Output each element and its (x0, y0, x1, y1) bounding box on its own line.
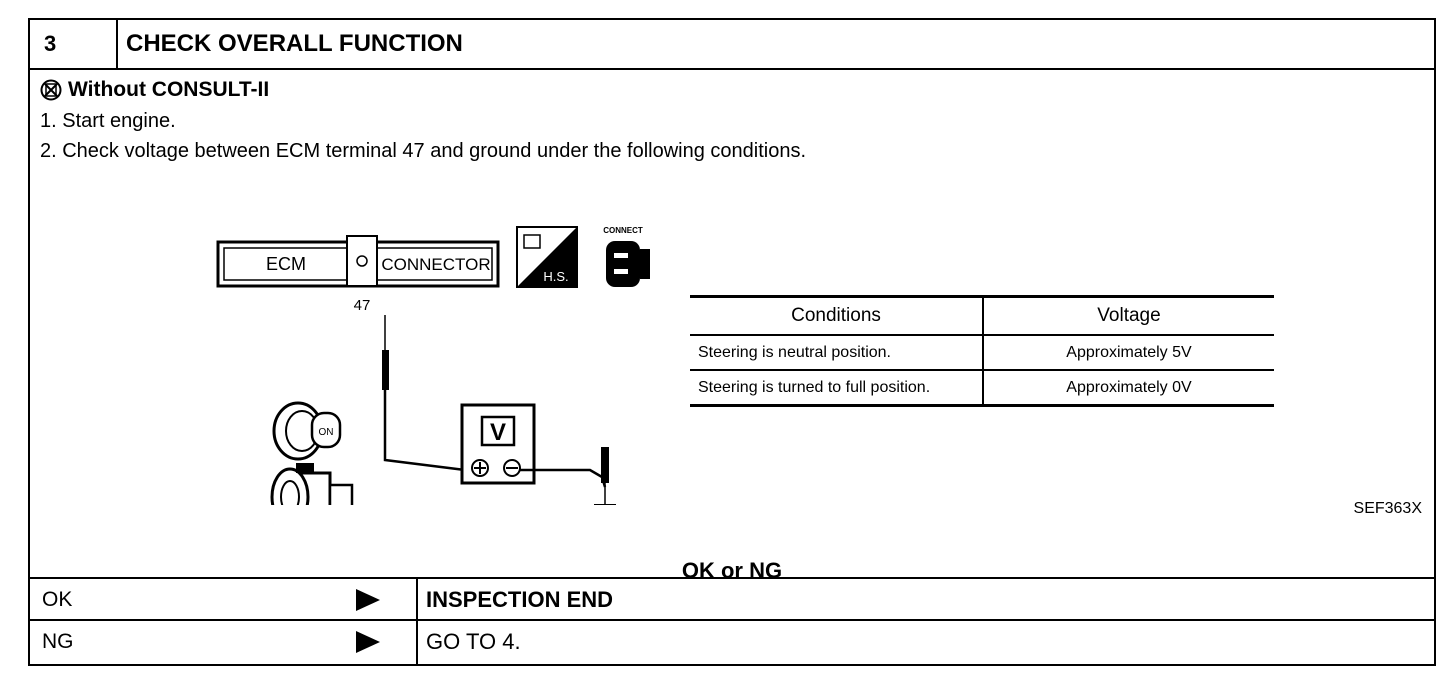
condition-cell: Steering is turned to full position. (690, 370, 983, 406)
result-label: NG (42, 630, 74, 653)
figure-reference: SEF363X (1353, 500, 1422, 517)
step-number: 3 (30, 20, 118, 68)
voltmeter (462, 405, 534, 483)
step-title: CHECK OVERALL FUNCTION (126, 30, 463, 57)
header-conditions: Conditions (690, 297, 983, 336)
connector-ecm-label: ECM (266, 254, 306, 274)
ecm-connector (218, 236, 498, 286)
key-on-label: ON (318, 427, 334, 438)
result-row-ng (30, 619, 1434, 666)
column-divider (416, 579, 418, 621)
no-consult-icon (40, 79, 62, 101)
engine-icon (272, 463, 352, 505)
terminal-number: 47 (353, 297, 371, 314)
voltage-cell: Approximately 5V (983, 335, 1274, 370)
condition-cell: Steering is neutral position. (690, 335, 983, 370)
wiring-diagram (210, 205, 690, 505)
ignition-key-icon (274, 403, 340, 459)
table-row (690, 335, 1274, 370)
hs-label: H.S. (543, 269, 569, 284)
header-voltage: Voltage (983, 297, 1274, 336)
conditions-table (690, 295, 1274, 407)
procedure-frame (28, 18, 1436, 666)
decision-label: OK or NG (681, 558, 783, 583)
arrow-right-icon (356, 631, 380, 653)
positive-probe (382, 315, 465, 470)
voltage-cell: Approximately 0V (983, 370, 1274, 406)
procedure-body (30, 70, 1434, 583)
connect-label: CONNECT (603, 226, 643, 235)
hs-badge (517, 227, 577, 287)
voltmeter-label: V (489, 419, 507, 446)
arrow-right-icon (356, 589, 380, 611)
result-label: OK (42, 588, 73, 611)
column-divider (416, 621, 418, 666)
instruction-2: 2. Check voltage between ECM terminal 47 and ground under the following conditions. (40, 140, 807, 162)
connector-label: CONNECTOR (381, 255, 491, 274)
instruction-1: 1. Start engine. (40, 110, 176, 132)
table-header-row (690, 297, 1274, 336)
connect-icon (603, 226, 650, 287)
step-header (30, 20, 1434, 70)
result-action: INSPECTION END (426, 587, 614, 612)
subheading (40, 78, 269, 102)
subheading-text: Without CONSULT-II (68, 78, 270, 101)
result-row-ok (30, 577, 1434, 621)
result-action: GO TO 4. (426, 629, 521, 654)
table-row (690, 370, 1274, 406)
